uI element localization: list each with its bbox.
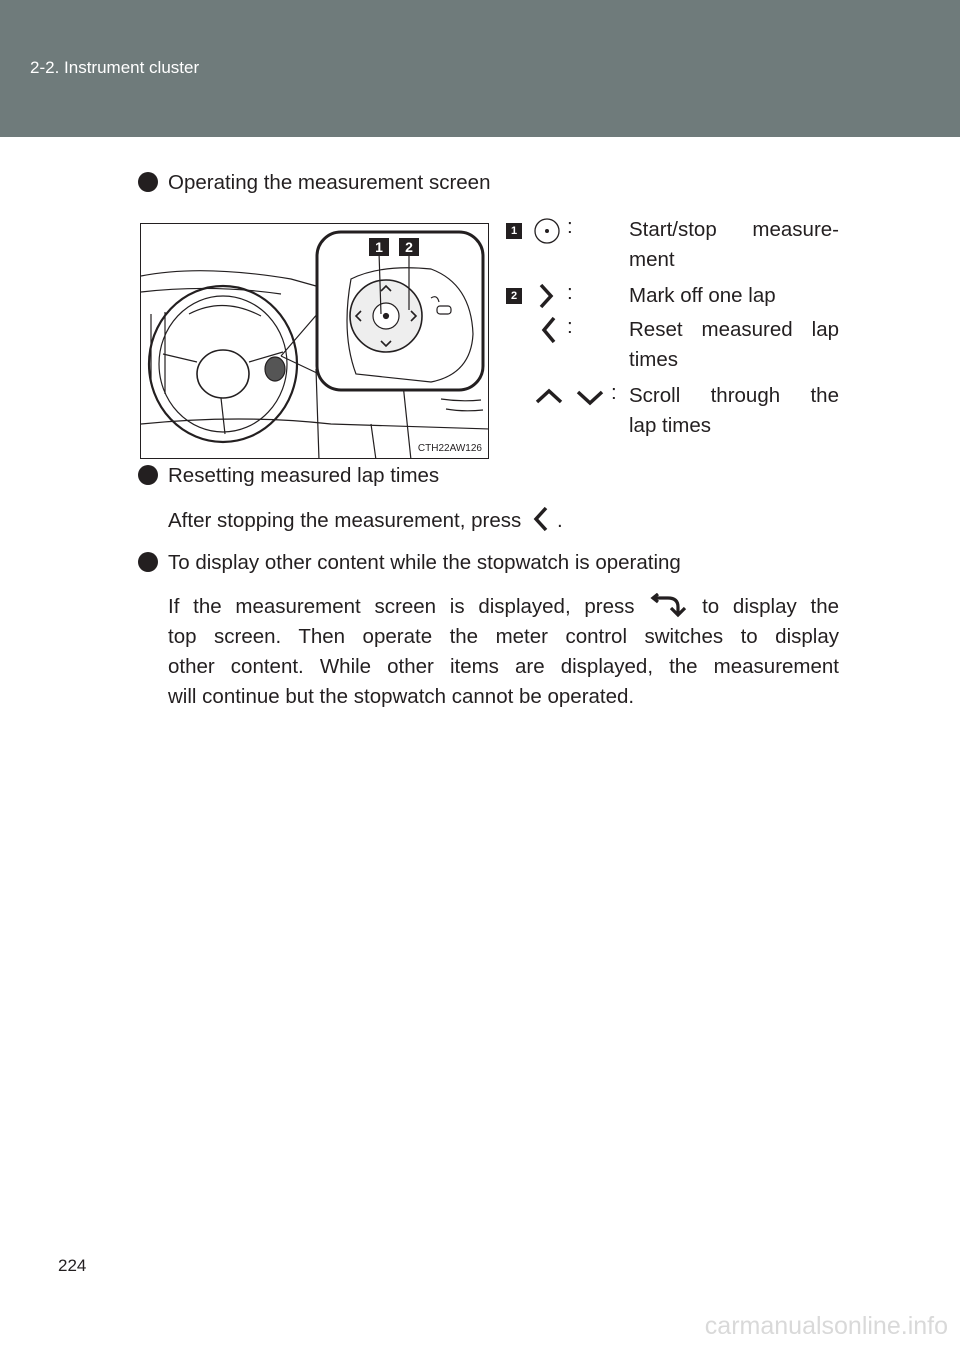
bullet-dot-icon (138, 172, 158, 192)
display-other-body (168, 592, 839, 712)
bullet-dot-icon (138, 552, 158, 572)
legend-colon: : (567, 215, 573, 238)
bullet-display-other (138, 548, 681, 578)
back-arrow-icon (648, 593, 688, 619)
left-chevron-icon (527, 505, 557, 533)
page-number: 224 (58, 1256, 87, 1275)
steering-wheel-illustration (140, 223, 489, 459)
callout-2: 2 (405, 239, 413, 255)
bullet-title: To display other content while the stopwatch is operating (168, 551, 681, 574)
legend-colon: : (611, 381, 617, 404)
bullet-operating (138, 168, 490, 198)
bullet-title: Resetting measured lap times (168, 464, 440, 487)
right-chevron-icon (538, 282, 554, 310)
figure-caption: CTH22AW126 (417, 443, 482, 454)
bullet-resetting (138, 461, 439, 491)
callout-1: 1 (375, 239, 383, 255)
up-down-chevron-icon (535, 387, 605, 407)
legend-desc-1: Start/stop measure- ment (629, 218, 839, 271)
center-dot-icon (533, 217, 561, 245)
legend-desc-2: Mark off one lap (629, 284, 776, 307)
left-chevron-icon (541, 315, 557, 345)
body-line: If the measurement screen is displayed, press to display the (168, 595, 839, 618)
watermark: carmanualsonline.info (704, 1312, 948, 1340)
legend-colon: : (567, 281, 573, 304)
page-header (0, 0, 960, 137)
legend-number-2: 2 (506, 288, 522, 304)
body-line: top screen. Then operate the meter control switches to display (168, 625, 839, 648)
bullet-title: Operating the measurement screen (168, 171, 491, 194)
body-line: will continue but the stopwatch cannot be operated. (168, 685, 635, 708)
bullet-dot-icon (138, 465, 158, 485)
legend-colon: : (567, 315, 573, 338)
body-line: other content. While other items are displayed, the measurement (168, 655, 839, 678)
legend-number-1: 1 (506, 223, 522, 239)
section-title: 2-2. Instrument cluster (30, 58, 200, 77)
steering-wheel-drawing (141, 224, 489, 459)
resetting-body: After stopping the measurement, press . (168, 505, 563, 536)
legend-desc-3: Reset measured lap times (629, 318, 839, 371)
legend-desc-4: Scroll through the lap times (629, 384, 839, 437)
